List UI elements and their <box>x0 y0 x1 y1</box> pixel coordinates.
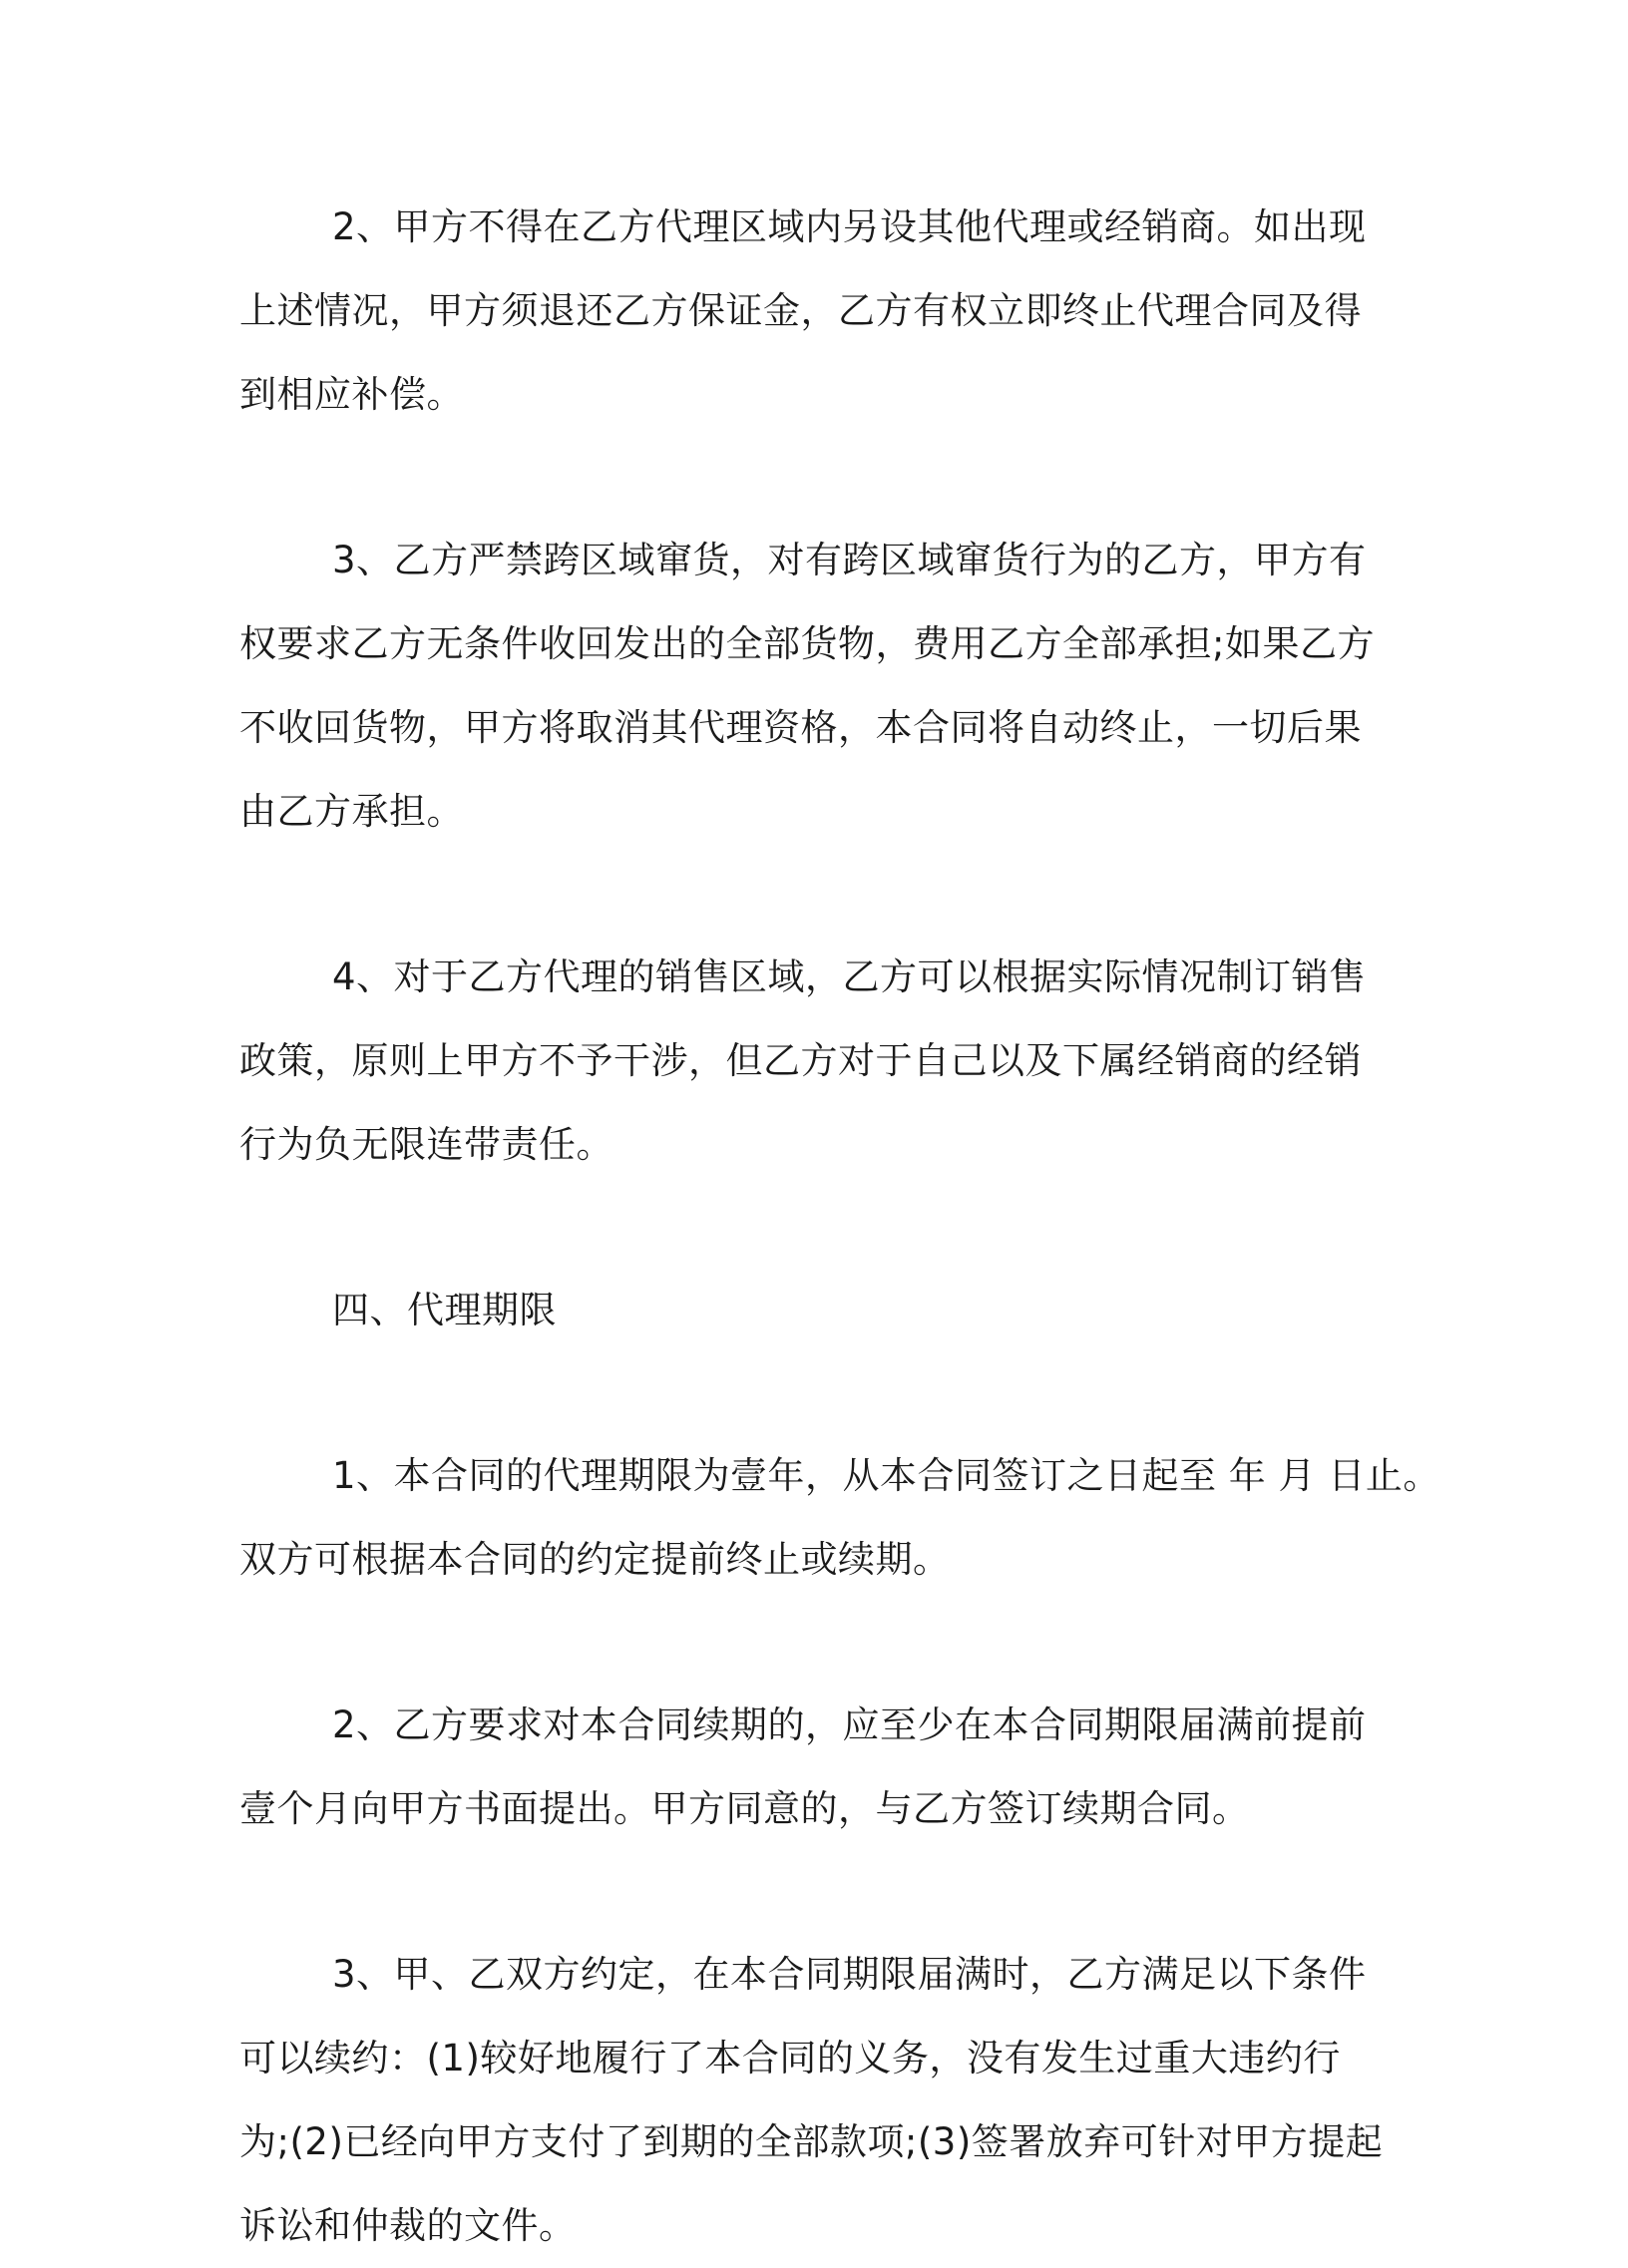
paragraph-clause-2 <box>239 186 1407 437</box>
paragraph-term-1 <box>239 1434 1440 1602</box>
text-line: 行为负无限连带责任。 <box>239 1123 613 1166</box>
text-line: 不收回货物，甲方将取消其代理资格，本合同将自动终止，一切后果 <box>239 706 1362 749</box>
text-line: 诉讼和仲裁的文件。 <box>239 2204 577 2247</box>
text-line: 双方可根据本合同的约定提前终止或续期。 <box>239 1538 951 1581</box>
text-line: 权要求乙方无条件收回发出的全部货物，费用乙方全部承担;如果乙方 <box>239 622 1375 665</box>
document-body <box>239 186 1440 2268</box>
text-line: 3、甲、乙双方约定，在本合同期限届满时，乙方满足以下条件 <box>332 1953 1367 1996</box>
text-line: 2、甲方不得在乙方代理区域内另设其他代理或经销商。如出现 <box>332 205 1367 248</box>
paragraph-term-2 <box>239 1684 1407 1851</box>
text-line: 为;(2)已经向甲方支付了到期的全部款项;(3)签署放弃可针对甲方提起 <box>239 2120 1384 2163</box>
text-line: 可以续约：(1)较好地履行了本合同的义务，没有发生过重大违约行 <box>239 2037 1341 2079</box>
text-line: 4、对于乙方代理的销售区域，乙方可以根据实际情况制订销售 <box>332 955 1367 998</box>
text-line: 政策，原则上甲方不予干涉，但乙方对于自己以及下属经销商的经销 <box>239 1039 1362 1082</box>
section-heading-agency-term <box>239 1269 1407 1352</box>
paragraph-term-3 <box>239 1933 1407 2268</box>
text-line: 上述情况，甲方须退还乙方保证金，乙方有权立即终止代理合同及得 <box>239 289 1362 332</box>
paragraph-clause-3 <box>239 519 1407 854</box>
text-line: 由乙方承担。 <box>239 790 464 833</box>
paragraph-clause-4 <box>239 936 1407 1187</box>
section-heading-text: 四、代理期限 <box>332 1289 557 1331</box>
text-line: 壹个月向甲方书面提出。甲方同意的，与乙方签订续期合同。 <box>239 1787 1250 1830</box>
text-line: 2、乙方要求对本合同续期的，应至少在本合同期限届满前提前 <box>332 1703 1367 1746</box>
text-line: 3、乙方严禁跨区域窜货，对有跨区域窜货行为的乙方，甲方有 <box>332 539 1367 581</box>
text-line: 到相应补偿。 <box>239 373 464 416</box>
text-line: 1、本合同的代理期限为壹年，从本合同签订之日起至 年 月 日止。 <box>332 1454 1440 1497</box>
